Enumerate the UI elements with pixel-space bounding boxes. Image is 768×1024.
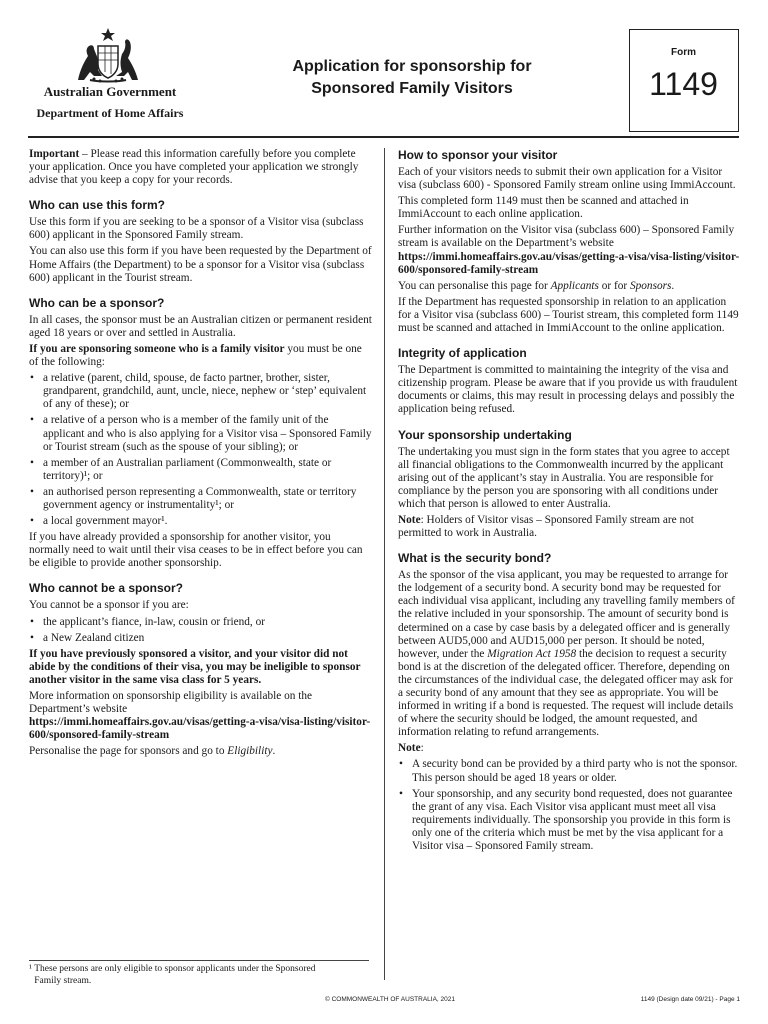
paragraph xyxy=(29,690,372,742)
paragraph xyxy=(398,224,740,276)
note-lead: Note xyxy=(398,742,421,755)
bond-notes-list xyxy=(398,758,740,853)
list-item: • a relative (parent, child, spouse, de facto partner, brother, sister, grandparent, grandchild, aunt, uncle, niece, nephew or ‘step’ equivalent of any of these); or xyxy=(29,372,372,411)
paragraph xyxy=(398,569,740,739)
title-line-1: Application for sponsorship for xyxy=(292,58,532,75)
list-item: • a member of an Australian parliament (Commonwealth, state or territory)¹; or xyxy=(29,457,372,483)
left-column xyxy=(29,148,372,761)
paragraph xyxy=(29,745,372,758)
act-reference: Migration Act 1958 xyxy=(487,647,577,660)
eligibility-link[interactable]: https://immi.homeaffairs.gov.au/visas/getting-a-visa/visa-listing/visitor-600/sponsored-family-stream xyxy=(29,716,371,742)
eligibility-reference: Eligibility xyxy=(227,745,273,758)
page-title xyxy=(262,56,562,100)
paragraph: The undertaking you must sign in the form states that you agree to accept all financial obligations to the Commonwealth incurred by the applicant arising out of the applicant’s stay in Australia. You are responsible for compliance by the person you are sponsoring with all conditions under which that person is allowed to enter Australia. xyxy=(398,445,730,510)
paragraph-text: More information on sponsorship eligibility is available on the Department’s website xyxy=(29,690,313,716)
header-divider xyxy=(28,136,739,138)
applicants-reference: Applicants xyxy=(550,279,599,292)
paragraph: If you have already provided a sponsorship for another visitor, you normally need to wait until their visa ceases to be in effect before you can be eligible to provide another sponsorship. xyxy=(29,531,363,570)
paragraph xyxy=(398,280,740,293)
paragraph: Use this form if you are seeking to be a sponsor of a Visitor visa (subclass 600) applicant in the Sponsored Family stream. xyxy=(29,216,364,242)
section-heading-who-cannot-be-sponsor: Who cannot be a sponsor? xyxy=(29,581,184,596)
government-name: Australian Government xyxy=(43,84,177,99)
important-notice xyxy=(29,148,372,187)
list-item: • an authorised person representing a Commonwealth, state or territory government agency or instrumentality¹; or xyxy=(29,486,372,512)
list-item: • A security bond can be provided by a third party who is not the sponsor. This person should be aged 18 years or older. xyxy=(398,758,740,784)
visa-info-link[interactable]: https://immi.homeaffairs.gov.au/visas/getting-a-visa/visa-listing/visitor-600/sponsored-family-stream xyxy=(398,250,740,276)
paragraph: You cannot be a sponsor if you are: xyxy=(29,599,189,612)
paragraph: This completed form 1149 must then be scanned and attached in ImmiAccount to each online application. xyxy=(398,195,689,221)
section-heading-integrity: Integrity of application xyxy=(398,346,527,361)
note-text: : Holders of Visitor visas – Sponsored Family stream are not permitted to work in Australia. xyxy=(398,513,694,540)
form-number-box xyxy=(629,29,739,132)
paragraph-text: or for xyxy=(598,279,630,292)
form-number: 1149 xyxy=(649,66,718,102)
punctuation: . xyxy=(671,279,675,292)
punctuation: . xyxy=(272,745,276,758)
paragraph-rest: you must be one of the following: xyxy=(29,342,362,369)
footnote xyxy=(29,964,372,987)
section-heading-security-bond: What is the security bond? xyxy=(398,551,552,566)
department-name: Department of Home Affairs xyxy=(36,106,184,120)
warning-paragraph: If you have previously sponsored a visitor, and your visitor did not abide by the conditions of their visa, you may be ineligible to sponsor another visitor in the same visa class for 5 years. xyxy=(29,647,361,686)
paragraph: In all cases, the sponsor must be an Australian citizen or permanent resident aged 18 years or over and settled in Australia. xyxy=(29,313,372,339)
section-heading-how-to-sponsor: How to sponsor your visitor xyxy=(398,148,558,162)
column-divider xyxy=(384,148,385,980)
list-item: • a New Zealand citizen xyxy=(29,632,372,645)
important-lead: Important xyxy=(29,148,80,160)
form-label: Form xyxy=(671,47,696,58)
important-text: – Please read this information carefully before you complete your application. Once you have completed your application we strongly advise that you keep a copy for your records. xyxy=(29,148,359,187)
note-label xyxy=(398,742,740,755)
footnote-mark: ¹ xyxy=(29,964,32,974)
sponsors-reference: Sponsors xyxy=(629,279,672,292)
footnote-divider xyxy=(29,960,369,961)
note-colon: : xyxy=(420,742,424,755)
paragraph-text: Further information on the Visitor visa (subclass 600) – Sponsored Family stream is available on the Department’s website xyxy=(398,224,735,250)
bold-lead: If you are sponsoring someone who is a family visitor xyxy=(29,342,285,355)
list-item: • a local government mayor¹. xyxy=(29,515,372,528)
coat-of-arms-icon xyxy=(70,26,146,84)
section-heading-undertaking: Your sponsorship undertaking xyxy=(398,427,572,442)
paragraph: Each of your visitors needs to submit their own application for a Visitor visa (subclass 600) - Sponsored Family stream online using ImmiAccount. xyxy=(398,166,736,192)
list-item: • the applicant’s fiance, in-law, cousin or friend, or xyxy=(29,616,372,629)
note-lead: Note xyxy=(398,513,421,526)
list-item: • a relative of a person who is a member of the family unit of the applicant and who is also applying for a Visitor visa – Sponsored Family or Tourist stream (such as the spouse of your sibling); or xyxy=(29,414,372,453)
list-item: • Your sponsorship, and any security bond requested, does not guarantee the grant of any visa. Each Visitor visa applicant must meet all visa requirements individually. The sponsorship you provide in this form is only one of the criteria which must be met by the visa applicant for a Visitor visa – Sponsored Family stream. xyxy=(398,788,740,853)
note-paragraph xyxy=(398,514,740,540)
paragraph-text: Personalise the page for sponsors and go to xyxy=(29,745,228,758)
paragraph: If the Department has requested sponsorship in relation to an application for a Visitor visa (subclass 600) – Tourist stream, this completed form 1149 must be scanned and attached in ImmiAccount to the online application. xyxy=(398,295,739,335)
paragraph: You can also use this form if you have been requested by the Department of Home Affairs (the Department) to be a sponsor for a Visitor visa (subclass 600) applicant in the Tourist stream. xyxy=(29,245,372,284)
paragraph-text: the decision to request a security bond is at the discretion of the delegated officer. Therefore, depending on the circumstances of the individual case, the delegated officer may ask for a security bond of any amount that they see as appropriate. You will be informed in writing if a bond is requested. The request will include details of where the security should be lodged, the amount requested, and information relating to refund arrangements. xyxy=(398,647,734,739)
section-heading-who-can-use: Who can use this form? xyxy=(29,198,166,213)
paragraph: The Department is committed to maintaining the integrity of the visa and citizenship program. Please be aware that if you provide us with fraudulent documents or claims, this may result in processing delays and possibly the application being refused. xyxy=(398,364,738,416)
footnote-text: These persons are only eligible to sponsor applicants under the Sponsored Family stream. xyxy=(34,964,316,986)
paragraph-text: As the sponsor of the visa applicant, you may be requested to arrange for the lodgement of a security bond. A security bond may be requested for each individual visa applicant, including any travelling family members of the relative included in your sponsorship. The amount of security bond is determined on a case by case basis by a delegated officer and is generally between AUD5,000 and AUD15,000 per person. It should be noted, however, under the xyxy=(398,569,735,660)
page-header xyxy=(0,0,768,140)
paragraph xyxy=(29,343,372,369)
copyright: © COMMONWEALTH OF AUSTRALIA, 2021 xyxy=(325,996,455,1003)
sponsor-eligibility-list xyxy=(29,372,372,528)
section-heading-who-can-be-sponsor: Who can be a sponsor? xyxy=(29,295,165,310)
page-info: 1149 (Design date 09/21) - Page 1 xyxy=(640,996,740,1003)
title-line-2: Sponsored Family Visitors xyxy=(311,80,513,97)
paragraph-text: You can personalise this page for xyxy=(398,279,551,292)
ineligible-list xyxy=(29,616,372,645)
right-column xyxy=(398,148,740,856)
